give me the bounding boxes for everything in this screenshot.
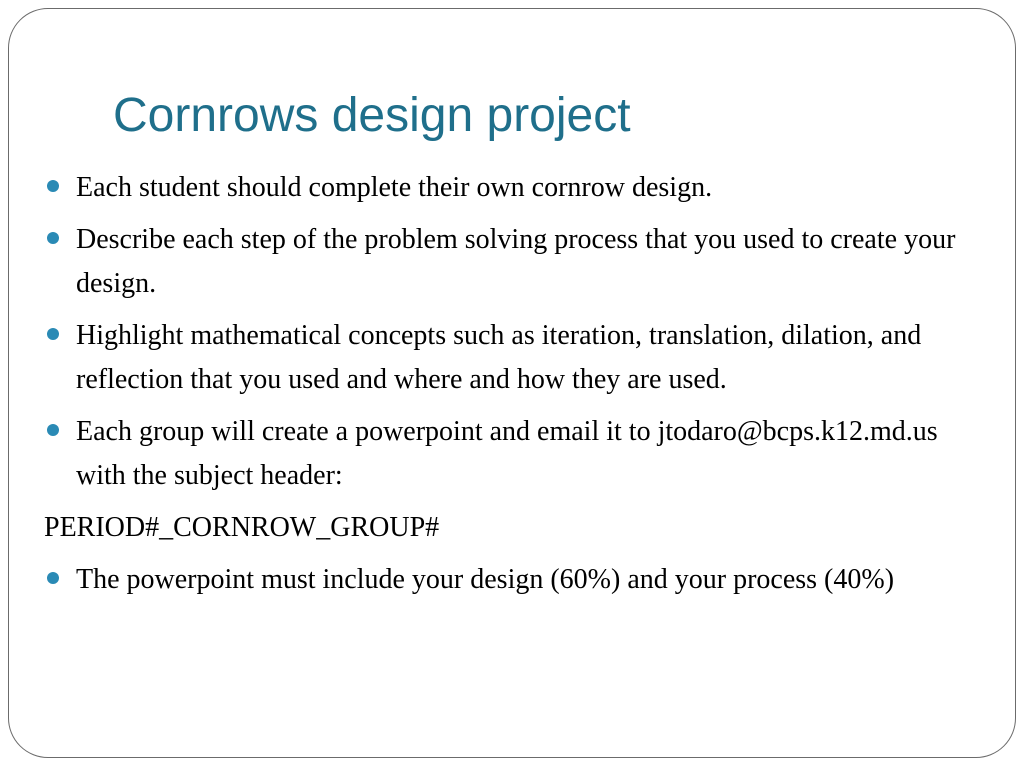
bullet-dot-icon — [47, 424, 59, 436]
subject-header-text: PERIOD#_CORNROW_GROUP# — [44, 512, 440, 543]
bullet-item — [44, 558, 974, 602]
bullet-dot-icon — [47, 572, 59, 584]
bullet-text: Highlight mathematical concepts such as iteration, translation, dilation, and reflection that you used and where and how they are used. — [76, 320, 922, 395]
bullet-text: Describe each step of the problem solving process that you used to create your design. — [76, 224, 956, 299]
bullet-item — [44, 166, 974, 210]
bullet-list — [44, 166, 974, 610]
bullet-text: The powerpoint must include your design (60%) and your process (40%) — [76, 564, 895, 595]
subject-header-line — [44, 506, 974, 550]
bullet-dot-icon — [47, 232, 59, 244]
bullet-dot-icon — [47, 180, 59, 192]
bullet-dot-icon — [47, 328, 59, 340]
slide-title: Cornrows design project — [113, 89, 631, 142]
bullet-text: Each student should complete their own cornrow design. — [76, 172, 713, 203]
bullet-text: Each group will create a powerpoint and email it to jtodaro@bcps.k12.md.us with the subject header: — [76, 416, 938, 491]
bullet-item — [44, 218, 974, 306]
bullet-item — [44, 410, 974, 498]
bullet-item — [44, 314, 974, 402]
